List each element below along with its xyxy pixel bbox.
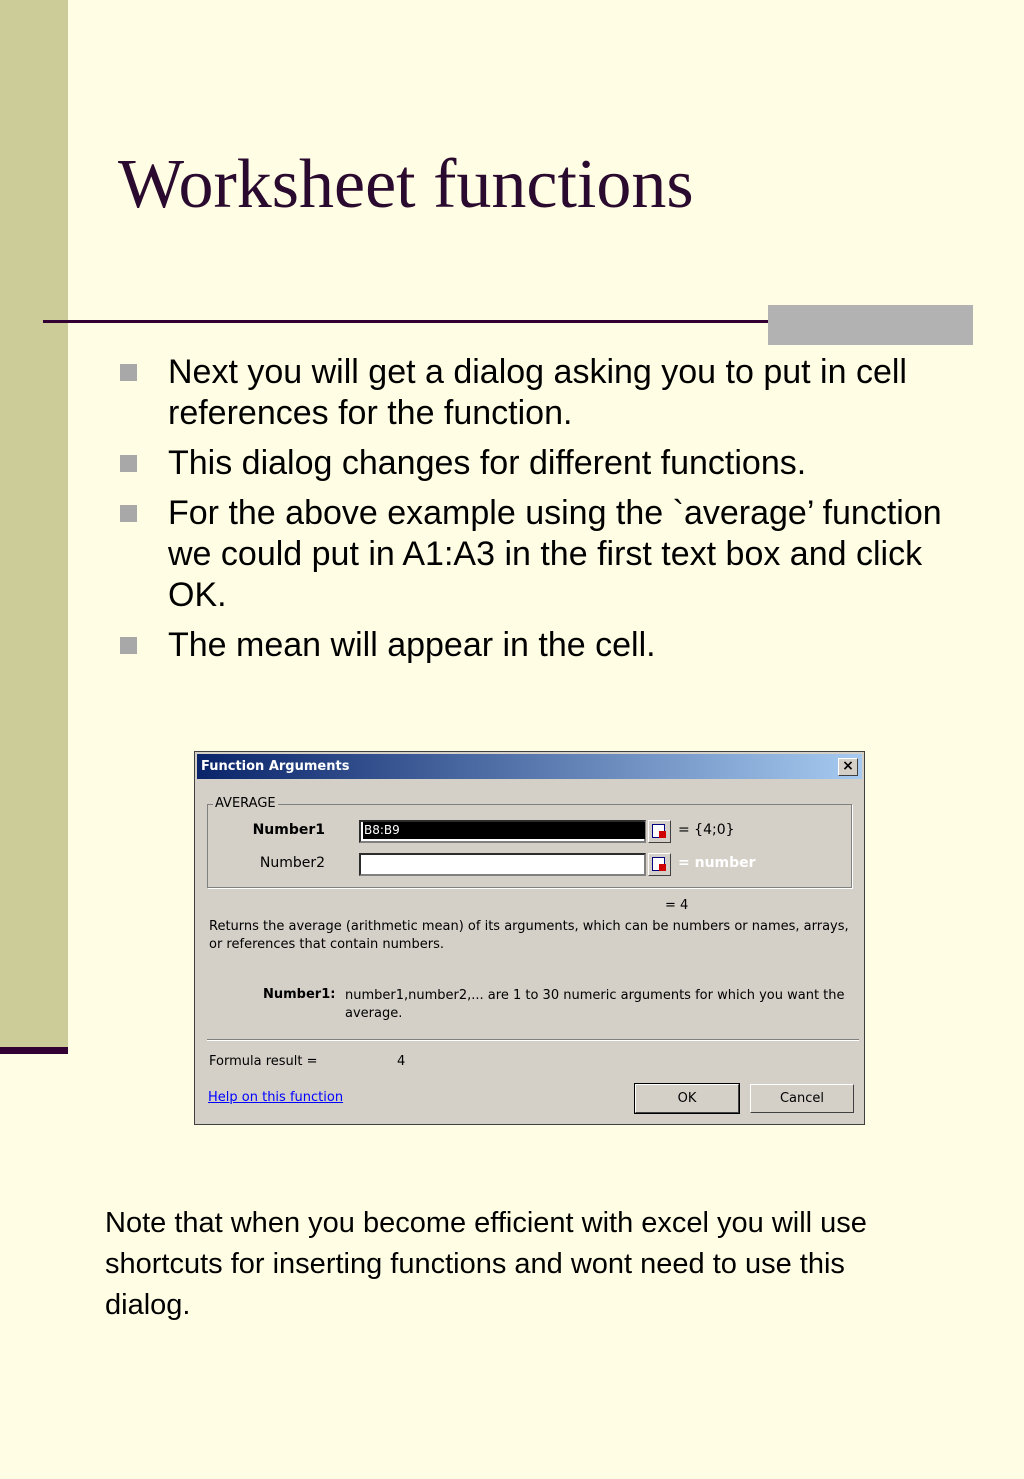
arguments-group xyxy=(207,796,852,888)
close-icon[interactable]: × xyxy=(838,758,858,776)
arrow-icon xyxy=(659,864,666,871)
argument-help-label: Number1: xyxy=(263,987,336,1002)
bullet-square-icon xyxy=(120,364,137,381)
number1-input[interactable] xyxy=(359,820,646,843)
collapse-dialog-button[interactable] xyxy=(648,820,671,843)
note-text: Note that when you become efficient with excel you will use shortcuts for inserting functions and wont need to use this dialog. xyxy=(105,1207,867,1321)
argument-help-text: number1,number2,... are 1 to 30 numeric arguments for which you want the average. xyxy=(345,988,845,1021)
title-rule-block xyxy=(768,305,973,345)
function-arguments-dialog xyxy=(194,751,865,1125)
function-result: = 4 xyxy=(665,898,689,913)
bullet-text: This dialog changes for different functions. xyxy=(168,444,807,482)
bullet-text: Next you will get a dialog asking you to put in cell references for the function. xyxy=(168,353,907,432)
formula-result-value: 4 xyxy=(397,1054,406,1069)
bullet-text: For the above example using the `average’ function we could put in A1:A3 in the first text box and click OK. xyxy=(168,494,942,614)
number2-label: Number2 xyxy=(259,855,325,871)
arrow-icon xyxy=(659,831,666,838)
number2-result: = number xyxy=(678,855,756,871)
divider xyxy=(207,1039,859,1041)
bullet-square-icon xyxy=(120,455,137,472)
dialog-titlebar[interactable] xyxy=(197,754,862,779)
dialog-title: Function Arguments xyxy=(201,759,350,774)
collapse-dialog-button[interactable] xyxy=(648,853,671,876)
bullet-item xyxy=(118,625,948,666)
function-name-label: AVERAGE xyxy=(215,796,276,811)
bullet-text: The mean will appear in the cell. xyxy=(168,626,656,664)
side-band xyxy=(0,0,68,1047)
help-link[interactable]: Help on this function xyxy=(208,1090,344,1105)
bullet-item xyxy=(118,443,948,484)
cancel-button[interactable]: Cancel xyxy=(750,1084,854,1113)
bullet-item xyxy=(118,352,948,434)
bullet-square-icon xyxy=(120,505,137,522)
ok-button[interactable]: OK xyxy=(635,1084,739,1113)
formula-result-label: Formula result = xyxy=(209,1054,318,1069)
function-description: Returns the average (arithmetic mean) of its arguments, which can be numbers or names, arrays, or references that contain numbers. xyxy=(209,919,849,952)
number1-result: = {4;0} xyxy=(678,822,735,838)
bullet-item xyxy=(118,493,948,616)
number2-input[interactable] xyxy=(359,853,646,876)
bullet-list xyxy=(118,352,948,675)
side-accent xyxy=(0,1047,68,1054)
slide-title: Worksheet functions xyxy=(118,146,694,223)
number1-value: B8:B9 xyxy=(363,822,645,839)
number1-label: Number1 xyxy=(252,822,325,838)
bullet-square-icon xyxy=(120,637,137,654)
